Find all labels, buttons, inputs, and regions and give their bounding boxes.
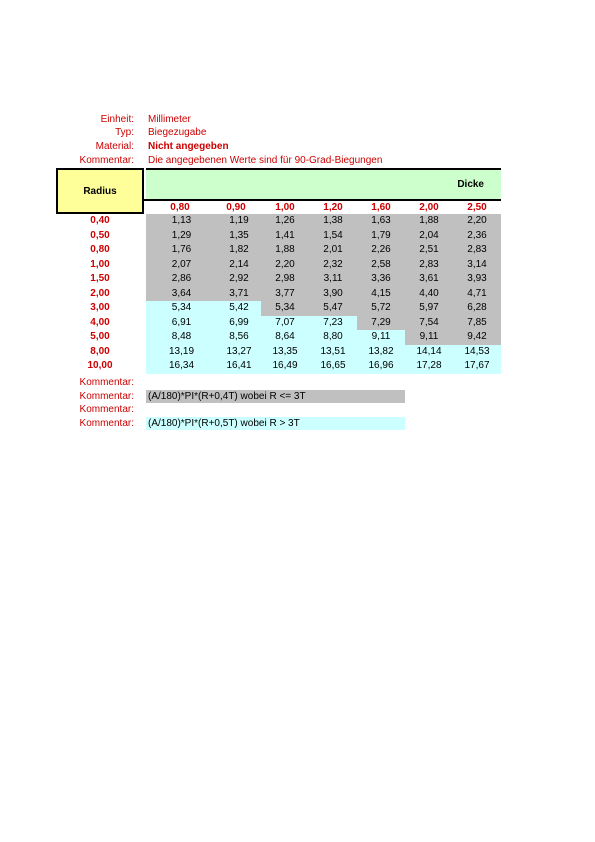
table-cell: 7,23 (309, 316, 357, 331)
comment-label: Kommentar: (79, 377, 134, 388)
radius-value: 0,50 (90, 229, 110, 241)
table-cell: 3,93 (453, 272, 501, 287)
table-cell: 1,29 (146, 229, 217, 244)
table-cell: 6,91 (146, 316, 217, 331)
table-cell: 3,14 (453, 258, 501, 273)
table-cell: 2,98 (261, 272, 309, 287)
table-row (146, 229, 501, 244)
radius-value: 4,00 (90, 316, 110, 328)
thickness-header (146, 168, 501, 200)
table-cell: 1,54 (309, 229, 357, 244)
radius-value: 2,00 (90, 287, 110, 299)
comment-value: Die angegebenen Werte sind für 90-Grad-Biegungen (148, 155, 383, 166)
table-row (146, 272, 501, 287)
table-cell: 5,34 (261, 301, 309, 316)
thickness-value: 1,60 (371, 202, 391, 213)
table-cell: 1,26 (261, 214, 309, 229)
table-cell: 3,71 (217, 287, 261, 302)
table-cell: 1,88 (261, 243, 309, 258)
thickness-value: 1,20 (323, 202, 343, 213)
table-cell: 2,86 (146, 272, 217, 287)
radius-column (56, 214, 144, 374)
table-cell: 3,36 (357, 272, 405, 287)
comment-label: Kommentar: (79, 391, 134, 402)
thickness-values-row (146, 201, 501, 214)
table-cell: 5,42 (217, 301, 261, 316)
table-cell: 17,67 (453, 359, 501, 374)
table-cell: 13,82 (357, 345, 405, 360)
table-cell: 6,99 (217, 316, 261, 331)
table-cell: 1,41 (261, 229, 309, 244)
table-cell: 7,85 (453, 316, 501, 331)
table-cell: 17,28 (405, 359, 453, 374)
table-cell: 2,20 (453, 214, 501, 229)
table-cell: 16,41 (217, 359, 261, 374)
table-row (146, 258, 501, 273)
table-cell: 2,58 (357, 258, 405, 273)
table-cell: 1,79 (357, 229, 405, 244)
unit-value: Millimeter (148, 114, 191, 125)
table-cell: 8,64 (261, 330, 309, 345)
table-cell: 13,35 (261, 345, 309, 360)
table-cell: 16,96 (357, 359, 405, 374)
table-cell: 4,71 (453, 287, 501, 302)
table-cell: 8,48 (146, 330, 217, 345)
table-cell: 16,49 (261, 359, 309, 374)
formula-text: (A/180)*PI*(R+0,5T) wobei R > 3T (146, 417, 405, 430)
table-cell: 1,82 (217, 243, 261, 258)
table-cell: 3,64 (146, 287, 217, 302)
radius-header-label: Radius (83, 185, 117, 197)
table-row (146, 359, 501, 374)
table-cell: 2,01 (309, 243, 357, 258)
radius-value: 0,40 (90, 215, 110, 226)
table-cell: 9,42 (453, 330, 501, 345)
table-cell: 1,38 (309, 214, 357, 229)
material-label: Material: (95, 141, 134, 152)
comment-label: Kommentar: (79, 418, 134, 429)
table-row (146, 287, 501, 302)
table-cell: 5,47 (309, 301, 357, 316)
table-cell: 3,90 (309, 287, 357, 302)
radius-value: 1,50 (90, 273, 110, 284)
thickness-value: 1,00 (275, 202, 295, 213)
bend-allowance-grid (146, 214, 501, 374)
radius-value: 1,00 (90, 258, 110, 270)
table-cell: 7,07 (261, 316, 309, 331)
table-cell: 13,27 (217, 345, 261, 360)
radius-header (56, 168, 144, 214)
table-cell: 16,65 (309, 359, 357, 374)
thickness-value: 0,90 (226, 202, 246, 213)
radius-value: 3,00 (90, 302, 110, 313)
table-cell: 4,40 (405, 287, 453, 302)
table-cell: 1,88 (405, 214, 453, 229)
table-cell: 2,04 (405, 229, 453, 244)
table-cell: 2,51 (405, 243, 453, 258)
table-cell: 2,20 (261, 258, 309, 273)
table-row (146, 214, 501, 229)
radius-value: 0,80 (90, 244, 110, 255)
comment-label: Kommentar: (79, 404, 134, 415)
table-cell: 1,76 (146, 243, 217, 258)
table-cell: 1,13 (146, 214, 217, 229)
table-cell: 16,34 (146, 359, 217, 374)
type-label: Typ: (115, 127, 134, 138)
table-cell: 2,32 (309, 258, 357, 273)
thickness-value: 0,80 (170, 202, 190, 213)
unit-label: Einheit: (100, 114, 134, 125)
table-cell: 4,15 (357, 287, 405, 302)
table-cell: 2,83 (453, 243, 501, 258)
thickness-header-label: Dicke (457, 179, 484, 190)
table-cell: 7,29 (357, 316, 405, 331)
thickness-value: 2,50 (467, 202, 487, 213)
table-cell: 1,19 (217, 214, 261, 229)
table-cell: 2,26 (357, 243, 405, 258)
table-cell: 3,61 (405, 272, 453, 287)
table-cell: 1,63 (357, 214, 405, 229)
formula-text: (A/180)*PI*(R+0,4T) wobei R <= 3T (146, 390, 405, 403)
table-cell: 8,56 (217, 330, 261, 345)
table-cell: 3,11 (309, 272, 357, 287)
table-cell: 9,11 (405, 330, 453, 345)
table-cell: 5,97 (405, 301, 453, 316)
table-cell: 13,51 (309, 345, 357, 360)
table-row (146, 330, 501, 345)
table-cell: 2,83 (405, 258, 453, 273)
radius-value: 5,00 (90, 331, 110, 342)
table-cell: 14,14 (405, 345, 453, 360)
table-cell: 7,54 (405, 316, 453, 331)
table-cell: 3,77 (261, 287, 309, 302)
type-value: Biegezugabe (148, 127, 207, 138)
table-row (146, 345, 501, 360)
table-cell: 5,34 (146, 301, 217, 316)
table-cell: 9,11 (357, 330, 405, 345)
table-cell: 2,92 (217, 272, 261, 287)
table-row (146, 316, 501, 331)
material-value: Nicht angegeben (148, 141, 229, 152)
table-cell: 8,80 (309, 330, 357, 345)
table-cell: 2,14 (217, 258, 261, 273)
table-cell: 5,72 (357, 301, 405, 316)
table-cell: 13,19 (146, 345, 217, 360)
table-row (146, 301, 501, 316)
table-cell: 14,53 (453, 345, 501, 360)
table-cell: 6,28 (453, 301, 501, 316)
radius-value: 8,00 (90, 345, 110, 357)
table-cell: 2,36 (453, 229, 501, 244)
table-cell: 1,35 (217, 229, 261, 244)
comment-label: Kommentar: (79, 155, 134, 166)
table-cell: 2,07 (146, 258, 217, 273)
table-row (146, 243, 501, 258)
radius-value: 10,00 (87, 360, 113, 371)
thickness-value: 2,00 (419, 202, 439, 213)
